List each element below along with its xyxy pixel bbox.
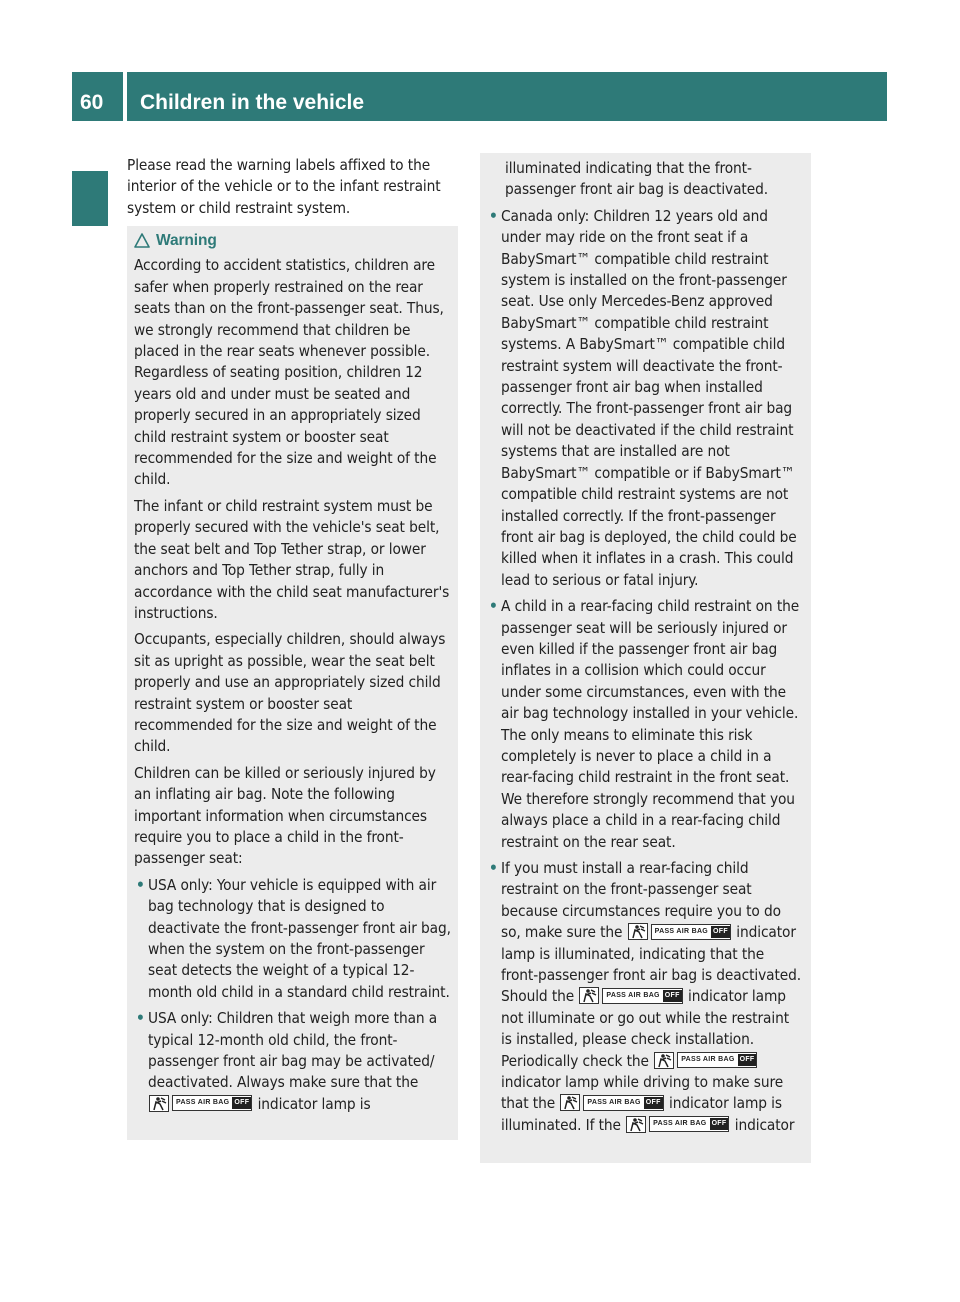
warning-paragraph: Occupants, especially children, should always sit as upright as possible, wear the seat belt properly and use an appropriately sized child restraint system or booster seat recommended for the size and weight of the child. xyxy=(134,630,446,756)
header-divider xyxy=(123,72,127,121)
list-item: • If you must install a rear-facing child restraint on the front-passenger seat because circumstances require you to do so, make sure the PASS AIR BAG OFF indicator lamp is illuminated, indicating that the front-passenger front air bag is deactivated. Should the PASS AIR BAG OFF indicator lamp not illuminate or go out while the restraint is installed, please check installation. Periodically check the PASS AIR BAG OFF indicator lamp while driving to make sure that the PASS AIR BAG OFF indicator lamp is illuminated. If the PASS AIR BAG OFF indicator xyxy=(489,859,802,1134)
seat-airbag-icon xyxy=(626,1116,646,1133)
airbag-indicator-lamp xyxy=(654,1052,757,1069)
section-tab-marker xyxy=(72,171,108,226)
pass-airbag-off-label: PASS AIR BAG OFF xyxy=(651,924,731,940)
airbag-indicator-lamp xyxy=(149,1095,252,1112)
warning-box-continued xyxy=(480,153,811,1163)
list-item: • USA only: Children that weigh more than a typical 12-month old child, the front-passenger front air bag may be activated/ deactivated. Always make sure that the PASS AIR BAG OFF indicator lamp is xyxy=(136,1009,438,1113)
page-number: 60 xyxy=(80,91,104,114)
airbag-indicator-lamp xyxy=(628,923,731,940)
page-title: Children in the vehicle xyxy=(140,91,365,114)
warning-heading xyxy=(134,230,451,251)
list-item: • USA only: Your vehicle is equipped with air bag technology that is designed to deactivate the front-passenger front air bag, when the system on the front-passenger seat detects the weight of a typical 12-month old child in a standard child restraint. xyxy=(136,875,451,1001)
warning-paragraph: The infant or child restraint system must be properly secured with the vehicle's seat belt, the seat belt and Top Tether strap, or lower anchors and Top Tether strap, fully in accordance with the child seat manufacturer's instructions. xyxy=(134,496,450,622)
pass-airbag-off-label: PASS AIR BAG OFF xyxy=(172,1095,252,1111)
pass-airbag-off-label: PASS AIR BAG OFF xyxy=(677,1052,757,1068)
seat-airbag-icon xyxy=(654,1052,674,1069)
seat-airbag-icon xyxy=(149,1095,169,1112)
seat-airbag-icon xyxy=(628,923,648,940)
list-item: • Canada only: Children 12 years old and under may ride on the front seat if a BabySmart™ compatible child restraint system is installed on the front-passenger seat. Use only Mercedes-Benz approved BabySmart™ compatible child restraint systems. A BabySmart™ compatible child restraint system will deactivate the front-passenger front air bag when installed correctly. The front-passenger front air bag will not be deactivated if the child restraint systems that are installed are not BabySmart™ compatible or if BabySmart™ compatible child restraint systems are not installed correctly. If the front-passenger front air bag is deployed, the child could be killed when it inflates in a crash. This could lead to serious or fatal injury. xyxy=(489,206,797,589)
seat-airbag-icon xyxy=(560,1094,580,1111)
warning-paragraph: Children can be killed or seriously injured by an inflating air bag. Note the following important information when circumstances require you to place a child in the front-passenger seat: xyxy=(134,763,436,868)
intro-paragraph: Please read the warning labels affixed to the interior of the vehicle or to the infant restraint system or child restraint system. xyxy=(127,156,441,217)
airbag-indicator-lamp xyxy=(579,987,682,1004)
warning-box xyxy=(127,226,458,1140)
pass-airbag-off-label: PASS AIR BAG OFF xyxy=(649,1116,729,1132)
pass-airbag-off-label: PASS AIR BAG OFF xyxy=(583,1095,663,1111)
warning-title: Warning xyxy=(156,232,217,249)
list-item: • A child in a rear-facing child restraint on the passenger seat will be seriously injured or even killed if the passenger front air bag inflates in a collision which could occur under some circumstances, even with the air bag technology installed in your vehicle. The only means to eliminate this risk completely is never to place a child in a rear-facing child restraint in the front seat. We therefore strongly recommend that you always place a child in a rear-facing child restraint on the rear seat. xyxy=(489,597,800,851)
warning-paragraph: According to accident statistics, children are safer when properly restrained on the rear seats than on the front-passenger seat. Thus, we strongly recommend that children be placed in the rear seats whenever possible. Regardless of seating position, children 12 years old and under must be seated and properly secured in an appropriately sized child restraint system or booster seat recommended for the size and weight of the child. xyxy=(134,256,444,489)
warning-continued-text: illuminated indicating that the front-passenger front air bag is deactivated. xyxy=(505,159,768,199)
airbag-indicator-lamp xyxy=(560,1094,663,1111)
pass-airbag-off-label: PASS AIR BAG OFF xyxy=(602,988,682,1004)
warning-triangle-icon xyxy=(134,233,150,248)
airbag-indicator-lamp xyxy=(626,1116,729,1133)
seat-airbag-icon xyxy=(579,987,599,1004)
